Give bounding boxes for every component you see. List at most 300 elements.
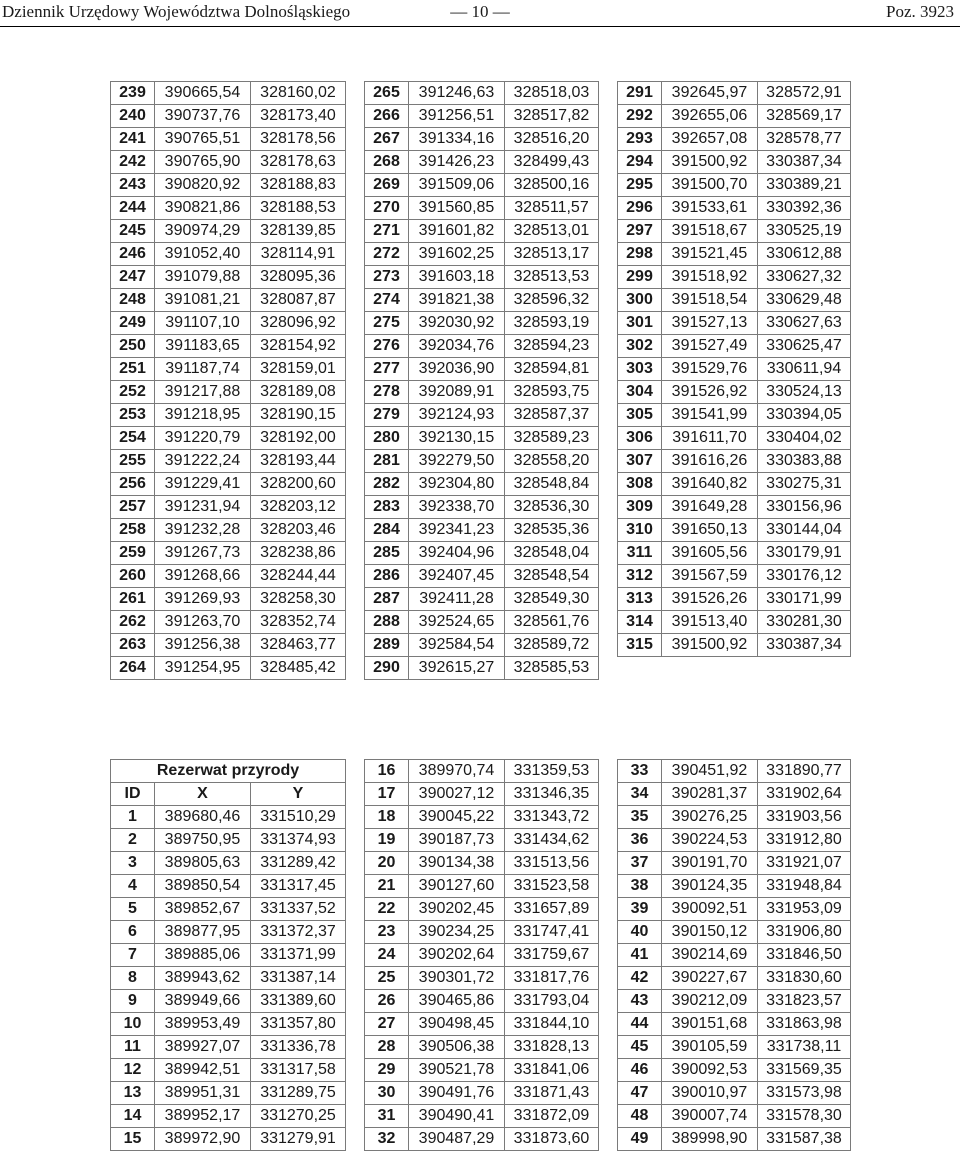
coord-x: 390276,25 [662,806,758,829]
table-row [618,967,851,990]
coord-y: 330625,47 [758,335,851,358]
coord-x: 392615,27 [409,657,505,680]
coord-y: 331903,56 [758,806,851,829]
point-id: 27 [365,1013,409,1036]
coord-x: 390487,29 [409,1128,505,1151]
coord-y: 328548,84 [505,473,599,496]
table-row [111,852,346,875]
table-row [365,335,599,358]
table-row [618,496,851,519]
point-id: 303 [618,358,662,381]
coord-y: 331371,99 [251,944,346,967]
point-id: 23 [365,921,409,944]
point-id: 44 [618,1013,662,1036]
table-row [618,335,851,358]
coord-x: 390737,76 [155,105,251,128]
coord-y: 328173,40 [251,105,346,128]
table-row [618,1105,851,1128]
table-row [365,128,599,151]
coord-y: 328548,04 [505,542,599,565]
table-row [111,611,346,634]
coord-y: 330275,31 [758,473,851,496]
coord-y: 328593,19 [505,312,599,335]
point-id: 26 [365,990,409,1013]
coord-y: 328352,74 [251,611,346,634]
coord-y: 328572,91 [758,82,851,105]
point-id: 305 [618,404,662,427]
table-row [111,404,346,427]
coord-x: 390224,53 [662,829,758,852]
coord-y: 331289,42 [251,852,346,875]
coord-y: 330156,96 [758,496,851,519]
table-row [365,358,599,381]
coord-y: 328587,37 [505,404,599,427]
coord-y: 328499,43 [505,151,599,174]
point-id: 25 [365,967,409,990]
point-id: 307 [618,450,662,473]
table-row [365,243,599,266]
point-id: 264 [111,657,155,680]
coord-x: 392036,90 [409,358,505,381]
point-id: 247 [111,266,155,289]
table-row [365,657,599,680]
coord-x: 389927,07 [155,1036,251,1059]
coord-x: 391521,45 [662,243,758,266]
header-y: Y [251,783,346,806]
point-id: 245 [111,220,155,243]
coord-x: 391560,85 [409,197,505,220]
coord-y: 331587,38 [758,1128,851,1151]
table-row [111,82,346,105]
coord-y: 328159,01 [251,358,346,381]
point-id: 240 [111,105,155,128]
coord-y: 328189,08 [251,381,346,404]
coord-x: 390151,68 [662,1013,758,1036]
table-row [618,220,851,243]
point-id: 13 [111,1082,155,1105]
table-row [618,312,851,335]
table-row [365,990,599,1013]
coord-y: 328593,75 [505,381,599,404]
coord-x: 390150,12 [662,921,758,944]
coord-y: 331890,77 [758,760,851,783]
coord-x: 390027,12 [409,783,505,806]
coord-y: 331387,14 [251,967,346,990]
table-row [365,450,599,473]
point-id: 313 [618,588,662,611]
coord-y: 328188,53 [251,197,346,220]
coord-x: 390974,29 [155,220,251,243]
coord-y: 331906,80 [758,921,851,944]
table-row [111,450,346,473]
reserve-table-3 [617,759,851,1151]
coord-x: 391649,28 [662,496,758,519]
coord-x: 389885,06 [155,944,251,967]
point-id: 37 [618,852,662,875]
page-header [0,0,960,27]
point-id: 24 [365,944,409,967]
coord-y: 331357,80 [251,1013,346,1036]
coord-x: 390506,38 [409,1036,505,1059]
coord-y: 331317,45 [251,875,346,898]
coord-y: 328569,17 [758,105,851,128]
coord-y: 331578,30 [758,1105,851,1128]
coord-y: 331912,80 [758,829,851,852]
coord-x: 391529,76 [662,358,758,381]
coord-x: 390124,35 [662,875,758,898]
table-row [618,404,851,427]
coord-x: 390212,09 [662,990,758,1013]
table-row [365,519,599,542]
coord-x: 390465,86 [409,990,505,1013]
coord-y: 328594,81 [505,358,599,381]
coord-x: 391640,82 [662,473,758,496]
table-row [365,565,599,588]
point-id: 253 [111,404,155,427]
coord-y: 331747,41 [505,921,599,944]
point-id: 284 [365,519,409,542]
point-id: 7 [111,944,155,967]
coord-x: 390234,25 [409,921,505,944]
point-id: 289 [365,634,409,657]
point-id: 3 [111,852,155,875]
coord-x: 391500,92 [662,634,758,657]
point-id: 250 [111,335,155,358]
table-row [111,1105,346,1128]
table-row [111,967,346,990]
table-row [365,829,599,852]
coord-y: 328178,63 [251,151,346,174]
table-row [365,1105,599,1128]
table-row [618,921,851,944]
coord-y: 330144,04 [758,519,851,542]
coord-x: 390007,74 [662,1105,758,1128]
coord-x: 390490,41 [409,1105,505,1128]
table-row [618,473,851,496]
coord-y: 331871,43 [505,1082,599,1105]
table-row [111,174,346,197]
point-id: 46 [618,1059,662,1082]
coord-y: 331569,35 [758,1059,851,1082]
header-x: X [155,783,251,806]
coord-x: 389943,62 [155,967,251,990]
point-id: 315 [618,634,662,657]
table-row [618,829,851,852]
coord-y: 330404,02 [758,427,851,450]
coord-y: 330392,36 [758,197,851,220]
table-row [365,151,599,174]
coord-y: 331317,58 [251,1059,346,1082]
table-row [111,151,346,174]
coord-x: 391269,93 [155,588,251,611]
table-row [365,967,599,990]
point-id: 286 [365,565,409,588]
table-row [365,381,599,404]
point-id: 280 [365,427,409,450]
coord-x: 390127,60 [409,875,505,898]
table-row [111,806,346,829]
coord-x: 389970,74 [409,760,505,783]
coord-x: 389951,31 [155,1082,251,1105]
coord-y: 331948,84 [758,875,851,898]
coord-y: 328178,56 [251,128,346,151]
coord-x: 392030,92 [409,312,505,335]
table-row [618,565,851,588]
table-row [365,404,599,427]
coord-y: 330612,88 [758,243,851,266]
table-row [618,783,851,806]
coord-x: 391256,38 [155,634,251,657]
point-id: 21 [365,875,409,898]
point-id: 16 [365,760,409,783]
coord-x: 389952,17 [155,1105,251,1128]
table-row [365,427,599,450]
coord-x: 392341,23 [409,519,505,542]
coord-y: 331830,60 [758,967,851,990]
coord-y: 331844,10 [505,1013,599,1036]
point-id: 1 [111,806,155,829]
coord-y: 331738,11 [758,1036,851,1059]
coord-x: 392584,54 [409,634,505,657]
point-id: 15 [111,1128,155,1151]
point-id: 239 [111,82,155,105]
coord-y: 331346,35 [505,783,599,806]
point-id: 8 [111,967,155,990]
table-row [618,381,851,404]
coord-x: 391567,59 [662,565,758,588]
table-row [111,542,346,565]
coord-y: 331823,57 [758,990,851,1013]
table-row [365,588,599,611]
point-id: 11 [111,1036,155,1059]
coord-x: 390045,22 [409,806,505,829]
coord-x: 389877,95 [155,921,251,944]
coord-x: 390105,59 [662,1036,758,1059]
point-id: 311 [618,542,662,565]
table-row [111,634,346,657]
coord-y: 331359,53 [505,760,599,783]
table-row [111,898,346,921]
coord-x: 390821,86 [155,197,251,220]
coord-x: 391500,92 [662,151,758,174]
coord-x: 391601,82 [409,220,505,243]
coord-y: 328561,76 [505,611,599,634]
coord-y: 328578,77 [758,128,851,151]
point-id: 2 [111,829,155,852]
table-row [618,289,851,312]
table-row [618,151,851,174]
coord-y: 328549,30 [505,588,599,611]
table-row [365,312,599,335]
point-id: 49 [618,1128,662,1151]
point-id: 269 [365,174,409,197]
coord-x: 391602,25 [409,243,505,266]
coord-y: 330171,99 [758,588,851,611]
coord-x: 390202,45 [409,898,505,921]
coord-y: 328485,42 [251,657,346,680]
table-row [111,875,346,898]
coord-y: 331372,37 [251,921,346,944]
coord-x: 389998,90 [662,1128,758,1151]
coord-x: 390187,73 [409,829,505,852]
coord-y: 330627,32 [758,266,851,289]
coord-y: 331921,07 [758,852,851,875]
table-row [365,852,599,875]
coord-x: 390010,97 [662,1082,758,1105]
table-row [111,381,346,404]
table-row [111,358,346,381]
table-row [618,1128,851,1151]
point-id: 20 [365,852,409,875]
coord-x: 391256,51 [409,105,505,128]
table-row [365,105,599,128]
coord-y: 328238,86 [251,542,346,565]
coord-x: 391527,13 [662,312,758,335]
coord-y: 331872,09 [505,1105,599,1128]
coord-x: 391541,99 [662,404,758,427]
table-row [365,806,599,829]
table-row [365,220,599,243]
table-row [365,496,599,519]
point-id: 306 [618,427,662,450]
table-row [111,289,346,312]
coord-y: 331270,25 [251,1105,346,1128]
coord-y: 328535,36 [505,519,599,542]
table-row [365,266,599,289]
point-id: 294 [618,151,662,174]
point-id: 287 [365,588,409,611]
coord-x: 389949,66 [155,990,251,1013]
point-id: 279 [365,404,409,427]
table-row [618,944,851,967]
table-row [365,174,599,197]
coord-x: 391218,95 [155,404,251,427]
point-id: 243 [111,174,155,197]
table-row [618,427,851,450]
table-row [618,760,851,783]
coord-y: 331573,98 [758,1082,851,1105]
point-id: 32 [365,1128,409,1151]
coord-x: 391518,67 [662,220,758,243]
coord-y: 331902,64 [758,783,851,806]
point-id: 255 [111,450,155,473]
coord-x: 390227,67 [662,967,758,990]
coord-x: 391500,70 [662,174,758,197]
point-id: 39 [618,898,662,921]
coord-y: 328190,15 [251,404,346,427]
coord-x: 389850,54 [155,875,251,898]
table-row [111,1128,346,1151]
coord-y: 328114,91 [251,243,346,266]
table-row [111,1013,346,1036]
point-id: 43 [618,990,662,1013]
point-id: 282 [365,473,409,496]
coord-x: 390765,51 [155,128,251,151]
point-id: 252 [111,381,155,404]
coord-x: 390451,92 [662,760,758,783]
point-id: 267 [365,128,409,151]
coord-y: 328096,92 [251,312,346,335]
table-row [365,944,599,967]
point-id: 308 [618,473,662,496]
coord-y: 328558,20 [505,450,599,473]
table-row [365,1128,599,1151]
coord-x: 390491,76 [409,1082,505,1105]
table-row [618,852,851,875]
point-id: 272 [365,243,409,266]
point-id: 302 [618,335,662,358]
coord-y: 330389,21 [758,174,851,197]
table-row [111,266,346,289]
coord-x: 391518,92 [662,266,758,289]
table-row [618,806,851,829]
coord-x: 392034,76 [409,335,505,358]
table-row [618,358,851,381]
coord-x: 391220,79 [155,427,251,450]
table-row [365,1082,599,1105]
point-id: 266 [365,105,409,128]
point-id: 30 [365,1082,409,1105]
table-row [111,519,346,542]
page-number: — 10 — [450,2,510,21]
coord-x: 389680,46 [155,806,251,829]
coord-y: 328160,02 [251,82,346,105]
point-id: 273 [365,266,409,289]
point-id: 17 [365,783,409,806]
table-row [365,1013,599,1036]
point-id: 290 [365,657,409,680]
coord-x: 392657,08 [662,128,758,151]
coord-y: 328258,30 [251,588,346,611]
table-row [618,634,851,657]
upper-table-3 [617,81,851,657]
coord-y: 328500,16 [505,174,599,197]
coord-y: 331817,76 [505,967,599,990]
table-row [618,898,851,921]
point-id: 31 [365,1105,409,1128]
coord-x: 391231,94 [155,496,251,519]
point-id: 275 [365,312,409,335]
coord-y: 330176,12 [758,565,851,588]
coord-y: 328589,23 [505,427,599,450]
coord-y: 331343,72 [505,806,599,829]
coord-y: 328518,03 [505,82,599,105]
coord-y: 328087,87 [251,289,346,312]
point-id: 12 [111,1059,155,1082]
coord-x: 390214,69 [662,944,758,967]
table-row [365,542,599,565]
coord-x: 391107,10 [155,312,251,335]
coord-y: 328513,53 [505,266,599,289]
point-id: 40 [618,921,662,944]
table-row [618,174,851,197]
coord-x: 392338,70 [409,496,505,519]
point-id: 262 [111,611,155,634]
coord-x: 391526,92 [662,381,758,404]
coord-y: 328516,20 [505,128,599,151]
point-id: 246 [111,243,155,266]
coord-x: 390820,92 [155,174,251,197]
coord-y: 331841,06 [505,1059,599,1082]
coord-y: 328200,60 [251,473,346,496]
coord-x: 391603,18 [409,266,505,289]
coord-x: 391616,26 [662,450,758,473]
point-id: 35 [618,806,662,829]
point-id: 14 [111,1105,155,1128]
point-id: 19 [365,829,409,852]
point-id: 292 [618,105,662,128]
coord-x: 392404,96 [409,542,505,565]
